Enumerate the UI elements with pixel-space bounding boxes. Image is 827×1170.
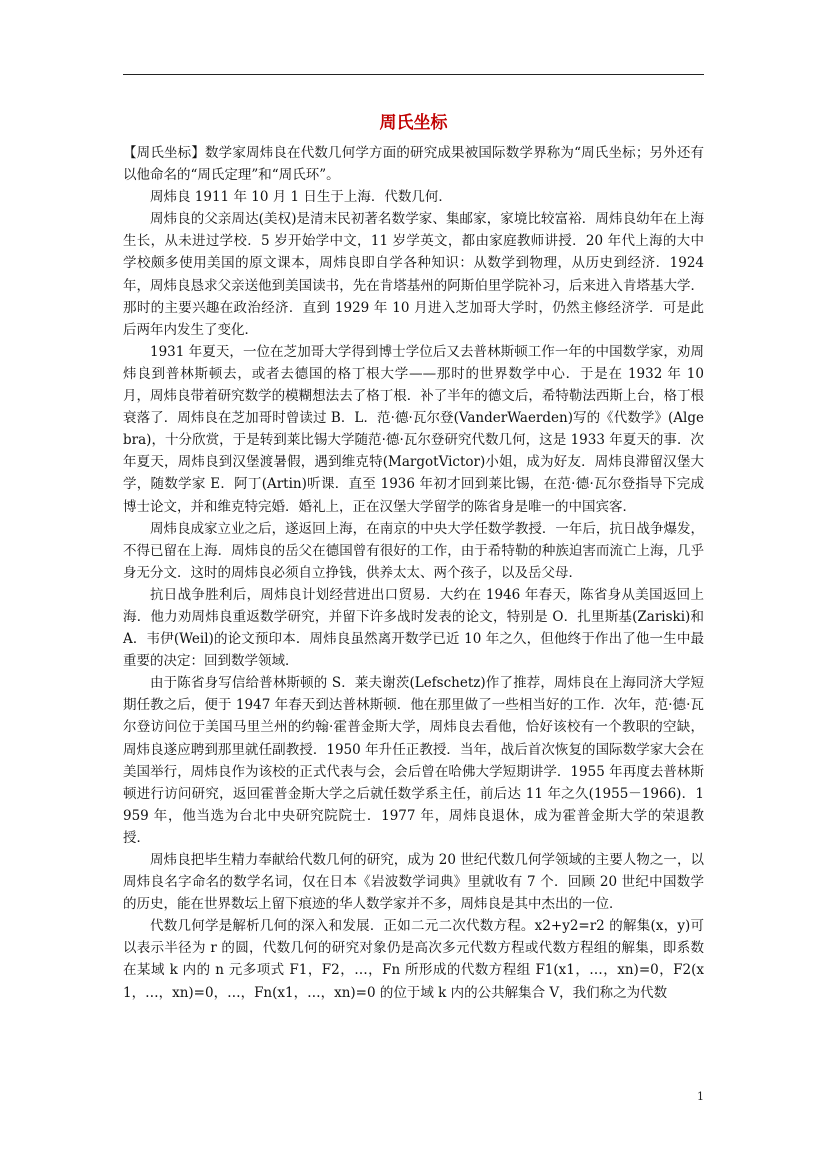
paragraph-birth: 周炜良 1911 年 10 月 1 日生于上海．代数几何． [150,189,452,206]
header-rule [123,74,704,75]
document-title: 周氏坐标 [379,113,448,133]
paragraph-early-life: 周炜良的父亲周达(美权)是清末民初著名数学家、集邮家，家境比较富裕．周炜良幼年在上海生长，从未进过学校．5 岁开始学中文，11 岁学英文，都由家庭教师讲授．20 年代上海的大中学校颇多使用美国的原文课本，周炜良即自学各种知识：从数学到物理，从历史到经济．1924 年，周炜良恳求父亲送他到美国读书，先在肯塔基州的阿斯伯里学院补习，后来进入肯塔基大学．那时的主要兴趣在政治经济．直到 1929 年 10 月进入芝加哥大学时，仍然主修经济学．可是此后两年内发生了变化． [123,211,704,338]
paragraph-career: 由于陈省身写信给普林斯顿的 S．莱夫谢茨(Lefschetz)作了推荐，周炜良在上海同济大学短期任教之后，便于 1947 年春天到达普林斯顿．他在那里做了一些相当好的工作．次年，范·德·瓦尔登访问位于美国马里兰州的约翰·霍普金斯大学，周炜良去看他，恰好该校有一个教职的空缺，周炜良遂应聘到那里就任副教授．1950 年升任正教授．当年，战后首次恢复的国际数学家大会在美国举行，周炜良作为该校的正式代表与会，会后曾在哈佛大学短期讲学．1955 年再度去普林斯顿进行访问研究，返回霍普金斯大学之后就任数学系主任，前后达 11 年之久(1955－1966)．1959 年，他当选为台北中央研究院院士．1977 年，周炜良退休，成为霍普金斯大学的荣退教授． [123,675,704,846]
paragraph-germany: 1931 年夏天，一位在芝加哥大学得到博士学位后又去普林斯顿工作一年的中国数学家，劝周炜良到普林斯顿去，或者去德国的格丁根大学——那时的世界数学中心．于是在 1932 年 10 月，周炜良带着研究数学的模糊想法去了格丁根．补了半年的德文后，希特勒法西斯上台，格丁根衰落了．周炜良在芝加哥时曾读过 B．L．范·德·瓦尔登(VanderWaerden)写的《代数学》(Algebra)，十分欣赏，于是转到莱比锡大学随范·德·瓦尔登研究代数几何，这是 1933 年夏天的事．次年夏天，周炜良到汉堡渡暑假，遇到维克特(MargotVictor)小姐，成为好友．周炜良滞留汉堡大学，随数学家 E．阿丁(Artin)听课．直至 1936 年初才回到莱比锡，在范·德·瓦尔登指导下完成博士论文，并和维克特完婚．婚礼上，正在汉堡大学留学的陈省身是唯一的中国宾客． [123,343,704,515]
paragraph-intro: 【周氏坐标】数学家周炜良在代数几何学方面的研究成果被国际数学界称为“周氏坐标；另外还有以他命名的“周氏定理”和“周氏环”。 [123,145,704,184]
paragraph-legacy: 周炜良把毕生精力奉献给代数几何的研究，成为 20 世纪代数几何学领域的主要人物之一，以周炜良名字命名的数学名词，仅在日本《岩波数学词典》里就收有 7 个．回顾 20 世纪中国数学的历史，能在世界数坛上留下痕迹的华人数学家并不多，周炜良是其中杰出的一位． [123,852,704,913]
paragraph-algebraic-geometry: 代数几何学是解析几何的深入和发展．正如二元二次代数方程。x2+y2=r2 的解集(x，y)可以表示半径为 r 的圆，代数几何的研究对象仍是高次多元代数方程或代数方程组的解集，即系数在某域 k 内的 n 元多项式 F1，F2，…，Fn 所形成的代数方程组 F1(x1，…，xn)=0，F2(x1，…，xn)=0，…，Fn(x1，…，xn)=0 的位于域 k 内的公共解集合 V，我们称之为代数 [123,918,704,1001]
page-number: 1 [697,1090,704,1103]
paragraph-shanghai: 周炜良成家立业之后，遂返回上海，在南京的中央大学任数学教授．一年后，抗日战争爆发，不得已留在上海．周炜良的岳父在德国曾有很好的工作，由于希特勒的种族迫害而流亡上海，几乎身无分文．这时的周炜良必须自立挣钱，供养太太、两个孩子，以及岳父母． [123,520,704,581]
document-body [123,142,704,1004]
paragraph-return-to-math: 抗日战争胜利后，周炜良计划经营进出口贸易．大约在 1946 年春天，陈省身从美国返回上海．他力劝周炜良重返数学研究，并留下许多战时发表的论文，特别是 O．扎里斯基(Zariski)和 A．韦伊(Weil)的论文预印本．周炜良虽然离开数学已近 10 年之久，但他终于作出了他一生中最重要的决定：回到数学领域． [123,586,704,670]
